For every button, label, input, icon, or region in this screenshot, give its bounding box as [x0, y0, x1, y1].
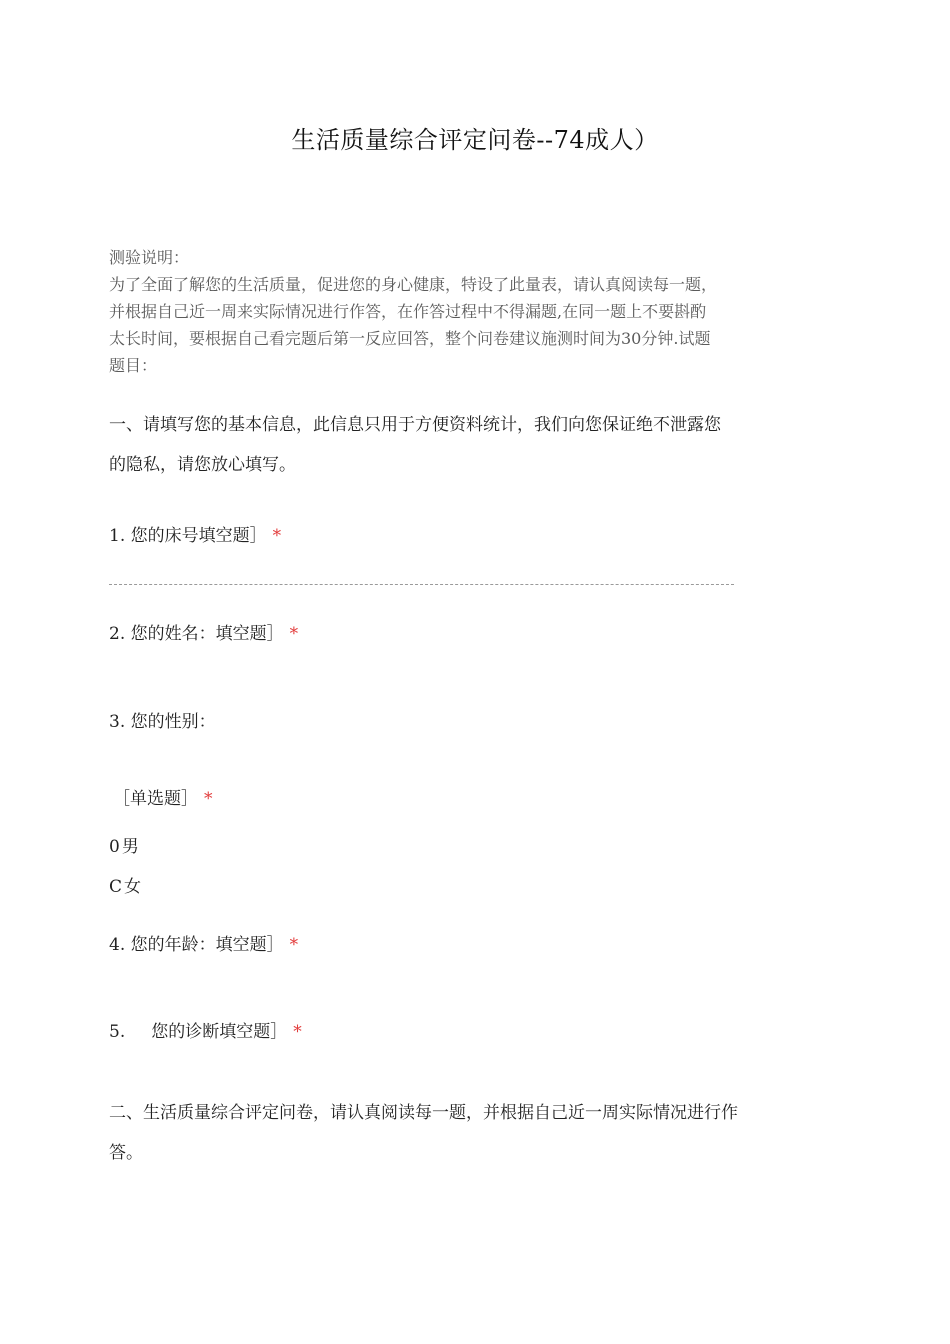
question-text: 3. 您的性别： [109, 712, 216, 732]
instructions-line: 题目： [109, 356, 158, 375]
question-type-label [113, 784, 213, 809]
section-quality-of-life-heading [109, 1093, 844, 1173]
instructions-line: 为了全面了解您的生活质量，促进您的身心健康，特设了此量表，请认真阅读每一题， [109, 275, 718, 294]
question-text: 4. 您的年龄：填空题］ [109, 935, 284, 955]
required-star: * [272, 526, 282, 546]
question-text: 2. 您的姓名：填空题］ [109, 624, 284, 644]
section-heading-line: 的隐私，请您放心填写。 [109, 455, 296, 475]
question-gender [109, 707, 216, 732]
required-star: * [204, 789, 213, 809]
radio-mark[interactable]: C [109, 877, 123, 897]
question-text: 1. 您的床号填空题］ [109, 526, 267, 546]
option-label: 男 [121, 837, 139, 857]
page-title: 生活质量综合评定问卷--74成人） [291, 126, 659, 154]
instructions-heading: 测验说明： [109, 248, 190, 267]
section-basic-info-heading [109, 405, 844, 485]
option-male[interactable] [109, 832, 139, 857]
instructions-block [109, 244, 844, 379]
option-label: 女 [124, 877, 142, 897]
question-bed-number [109, 521, 281, 546]
instructions-line: 并根据自己近一周来实际情况进行作答，在作答过程中不得漏题,在同一题上不要斟酌 [109, 302, 707, 321]
required-star: * [289, 935, 299, 955]
answer-blank-line[interactable] [109, 584, 734, 585]
required-star: * [293, 1022, 302, 1042]
question-text: 您的诊断填空题］ [151, 1022, 288, 1042]
question-age [109, 930, 298, 955]
question-type-text: ［单选题］ [113, 789, 198, 809]
option-female[interactable] [109, 872, 141, 897]
instructions-line: 太长时间，要根据自己看完题后第一反应回答，整个问卷建议施测时间为30分钟.试题 [109, 329, 711, 348]
section-heading-line: 一、请填写您的基本信息，此信息只用于方便资料统计，我们向您保证绝不泄露您 [109, 415, 721, 435]
required-star: * [289, 624, 299, 644]
section-heading-line: 二、生活质量综合评定问卷，请认真阅读每一题，并根据自己近一周实际情况进行作 [109, 1103, 738, 1123]
question-diagnosis [109, 1017, 302, 1042]
question-name [109, 619, 298, 644]
radio-mark[interactable]: 0 [109, 837, 120, 857]
question-number: 5. [109, 1022, 126, 1042]
section-heading-line: 答。 [109, 1143, 143, 1163]
